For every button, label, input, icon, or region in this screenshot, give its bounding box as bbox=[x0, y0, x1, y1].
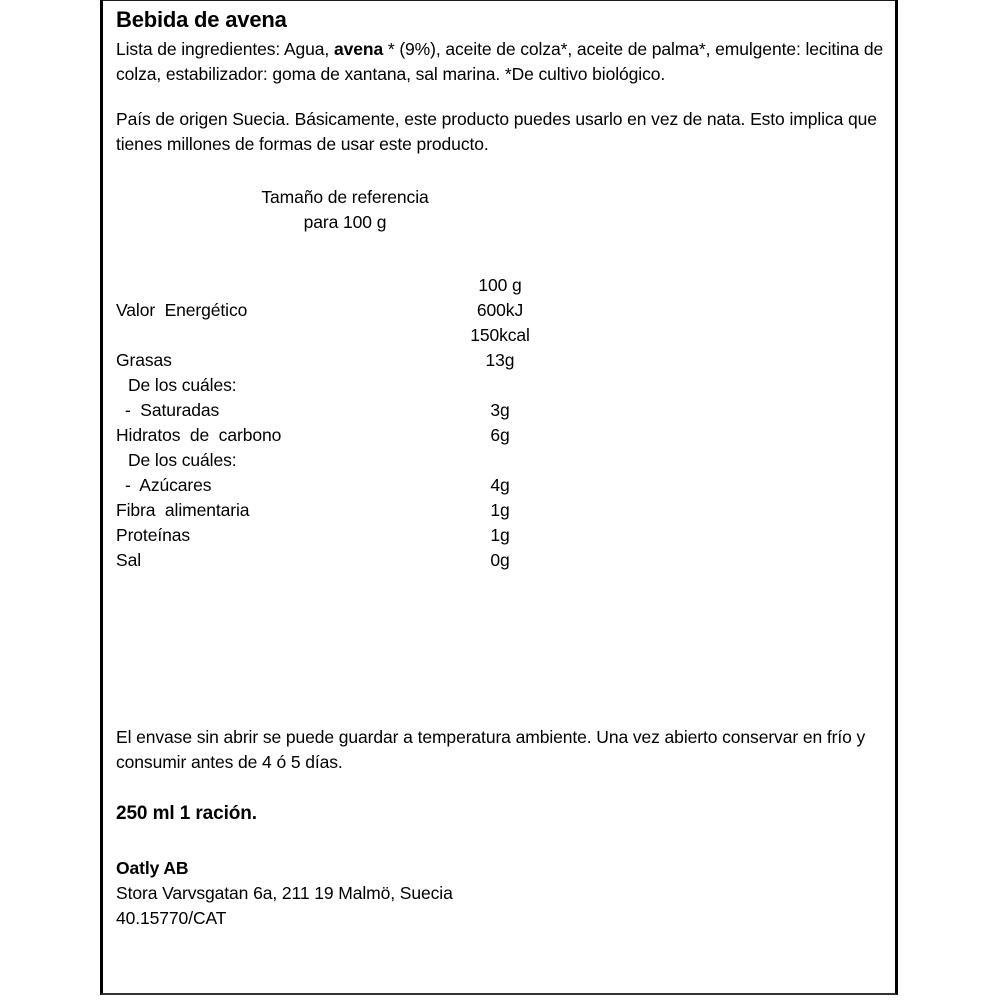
nutrition-row bbox=[116, 473, 676, 498]
nutrition-row-label: Sal bbox=[116, 550, 141, 570]
nutrition-column-header: 100 g bbox=[478, 275, 522, 295]
nutrition-row bbox=[116, 348, 676, 373]
nutrition-row bbox=[116, 373, 676, 398]
nutrition-row-label: Grasas bbox=[116, 350, 172, 370]
nutrition-row bbox=[116, 523, 676, 548]
company-address: Stora Varvsgatan 6a, 211 19 Malmö, Suecia bbox=[116, 883, 453, 903]
product-label-panel bbox=[100, 0, 898, 995]
nutrition-row-value: 1g bbox=[490, 500, 510, 520]
nutrition-row-value: 0g bbox=[490, 550, 510, 570]
nutrition-row-label: Fibra alimentaria bbox=[116, 500, 250, 520]
nutrition-row bbox=[116, 323, 676, 348]
nutrition-table bbox=[116, 273, 676, 573]
spacer-origin bbox=[116, 87, 885, 107]
nutrition-row bbox=[116, 498, 676, 523]
company-block bbox=[116, 856, 885, 931]
ingredients-prefix: Lista de ingredientes: Agua, bbox=[116, 39, 334, 59]
serving-size: 250 ml 1 ración. bbox=[116, 803, 257, 824]
product-title: Bebida de avena bbox=[116, 7, 287, 32]
ingredients-paragraph bbox=[116, 37, 885, 87]
nutrition-row-value: 3g bbox=[490, 400, 510, 420]
nutrition-row bbox=[116, 448, 676, 473]
storage-instructions: El envase sin abrir se puede guardar a temperatura ambiente. Una vez abierto conservar en frío y consumir antes de 4 ó 5 días. bbox=[116, 727, 866, 772]
ingredients-bold-term: avena bbox=[333, 39, 384, 59]
ingredients-suffix: * (9%), aceite de colza*, aceite de palma*, emulgente: lecitina de colza, estabilizador: goma de xantana, sal marina. *De cultivo biológico. bbox=[116, 39, 884, 84]
spacer-before-storage bbox=[116, 573, 885, 725]
nutrition-row-value: 13g bbox=[485, 350, 515, 370]
nutrition-row bbox=[116, 398, 676, 423]
reference-size-line-2: para 100 g bbox=[303, 212, 387, 232]
origin-paragraph: País de origen Suecia. Básicamente, este producto puedes usarlo en vez de nata. Esto implica que tienes millones de formas de usar este producto. bbox=[116, 109, 877, 154]
nutrition-row-value: 4g bbox=[490, 475, 510, 495]
nutrition-row-label: Valor Energético bbox=[116, 300, 248, 320]
reference-size-line-1: Tamaño de referencia bbox=[261, 187, 429, 207]
nutrition-row-label: - Azúcares bbox=[125, 475, 212, 495]
nutrition-rows bbox=[116, 298, 676, 573]
label-content bbox=[116, 1, 885, 993]
nutrition-row-value: 6g bbox=[490, 425, 510, 445]
nutrition-row-value: 1g bbox=[490, 525, 510, 545]
nutrition-row-label: De los cuáles: bbox=[128, 450, 237, 470]
nutrition-row-label: - Saturadas bbox=[125, 400, 220, 420]
nutrition-row bbox=[116, 548, 676, 573]
nutrition-row-value: 150kcal bbox=[470, 325, 530, 345]
nutrition-row-label: De los cuáles: bbox=[128, 375, 237, 395]
nutrition-row-value: 600kJ bbox=[476, 300, 524, 320]
nutrition-row-label: Hidratos de carbono bbox=[116, 425, 282, 445]
reference-size-header bbox=[116, 185, 1000, 235]
company-code: 40.15770/CAT bbox=[116, 908, 227, 928]
nutrition-row bbox=[116, 423, 676, 448]
nutrition-row bbox=[116, 298, 676, 323]
nutrition-column-header-row bbox=[116, 273, 676, 298]
company-name: Oatly AB bbox=[116, 858, 189, 878]
nutrition-row-label: Proteínas bbox=[116, 525, 191, 545]
